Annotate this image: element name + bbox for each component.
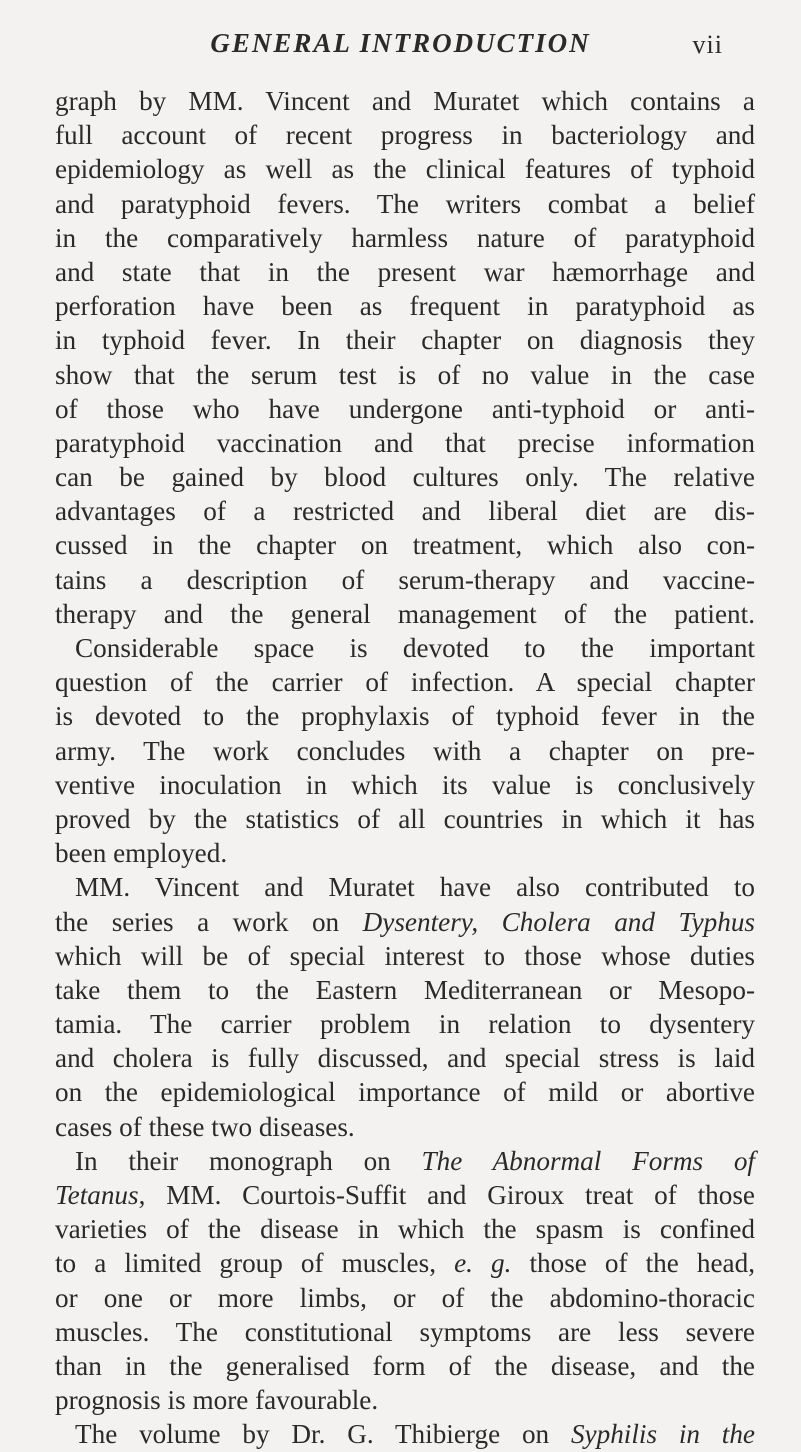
text-line: and state that in the present war hæmorrhage and <box>55 256 755 287</box>
text-line: can be gained by blood cultures only. The relative <box>55 462 755 493</box>
text-line: and paratyphoid fevers. The writers combat a belief <box>55 188 755 219</box>
text-line: on the epidemiological importance of mild or abortive <box>55 1077 755 1108</box>
text-line: and cholera is fully discussed, and special stress is laid <box>55 1043 755 1074</box>
running-title: GENERAL INTRODUCTION <box>210 28 591 58</box>
text-line: take them to the Eastern Mediterranean or Mesopo- <box>55 974 755 1005</box>
text-run: to a limited group of muscles, <box>55 1248 455 1279</box>
text-run: the series a work on <box>55 906 363 937</box>
text-line: Considerable space is devoted to the important <box>75 633 755 663</box>
text-line: show that the serum test is of no value in the case <box>55 359 755 390</box>
text-line: in the comparatively harmless nature of paratyphoid <box>55 222 755 253</box>
text-line: prognosis is more favourable. <box>55 1385 379 1416</box>
text-line: graph by MM. Vincent and Muratet which contains a <box>55 86 755 116</box>
text-line: tains a description of serum-therapy and vaccine- <box>55 564 755 595</box>
text-line <box>55 905 755 939</box>
text-run: The volume by Dr. G. Thibierge on <box>75 1419 571 1450</box>
body-text <box>55 84 755 1452</box>
text-line: tamia. The carrier problem in relation to dysentery <box>55 1009 755 1040</box>
text-line: army. The work concludes with a chapter on pre- <box>55 735 755 766</box>
text-run: In their monograph on <box>75 1145 422 1176</box>
book-title: The Abnormal Forms of <box>421 1145 755 1176</box>
running-header <box>0 28 801 68</box>
text-run: those of the head, <box>511 1248 755 1279</box>
page-number: vii <box>692 30 723 59</box>
book-title: Syphilis in the <box>570 1419 755 1450</box>
book-title: Tetanus <box>55 1180 139 1210</box>
book-title: Dysentery, Cholera and Typhus <box>362 906 756 937</box>
text-line <box>55 1417 755 1451</box>
text-run: , MM. Courtois-Suffit and Giroux treat of those <box>138 1180 755 1210</box>
text-line: or one or more limbs, or of the abdomino-thoracic <box>55 1282 755 1313</box>
text-line: varieties of the disease in which the spasm is confined <box>55 1214 755 1245</box>
text-line: perforation have been as frequent in paratyphoid as <box>55 291 755 322</box>
text-line: epidemiology as well as the clinical features of typhoid <box>55 154 755 185</box>
text-line: been employed. <box>55 838 228 869</box>
text-line: of those who have undergone anti-typhoid or anti- <box>55 393 755 424</box>
text-line: which will be of special interest to those whose duties <box>55 940 755 971</box>
text-line <box>55 1246 755 1280</box>
text-line <box>55 1144 755 1178</box>
text-line: cussed in the chapter on treatment, which also con- <box>55 530 755 561</box>
text-line: question of the carrier of infection. A special chapter <box>55 667 755 698</box>
text-line: cases of these two diseases. <box>55 1111 355 1142</box>
text-line: than in the generalised form of the disease, and the <box>55 1350 755 1381</box>
abbreviation: e. g. <box>454 1248 512 1279</box>
text-line: therapy and the general management of the patient. <box>55 598 755 629</box>
text-line: muscles. The constitutional symptoms are less severe <box>55 1316 755 1347</box>
text-line: MM. Vincent and Muratet have also contributed to <box>75 872 755 903</box>
text-line: in typhoid fever. In their chapter on diagnosis they <box>55 325 755 356</box>
text-line: full account of recent progress in bacteriology and <box>55 120 755 151</box>
text-line: is devoted to the prophylaxis of typhoid fever in the <box>55 701 755 732</box>
text-line: paratyphoid vaccination and that precise information <box>55 427 755 458</box>
text-line <box>55 1178 755 1212</box>
text-line: advantages of a restricted and liberal diet are dis- <box>55 496 755 527</box>
text-line: proved by the statistics of all countries in which it has <box>55 803 755 834</box>
text-line: ventive inoculation in which its value is conclusively <box>55 769 755 800</box>
